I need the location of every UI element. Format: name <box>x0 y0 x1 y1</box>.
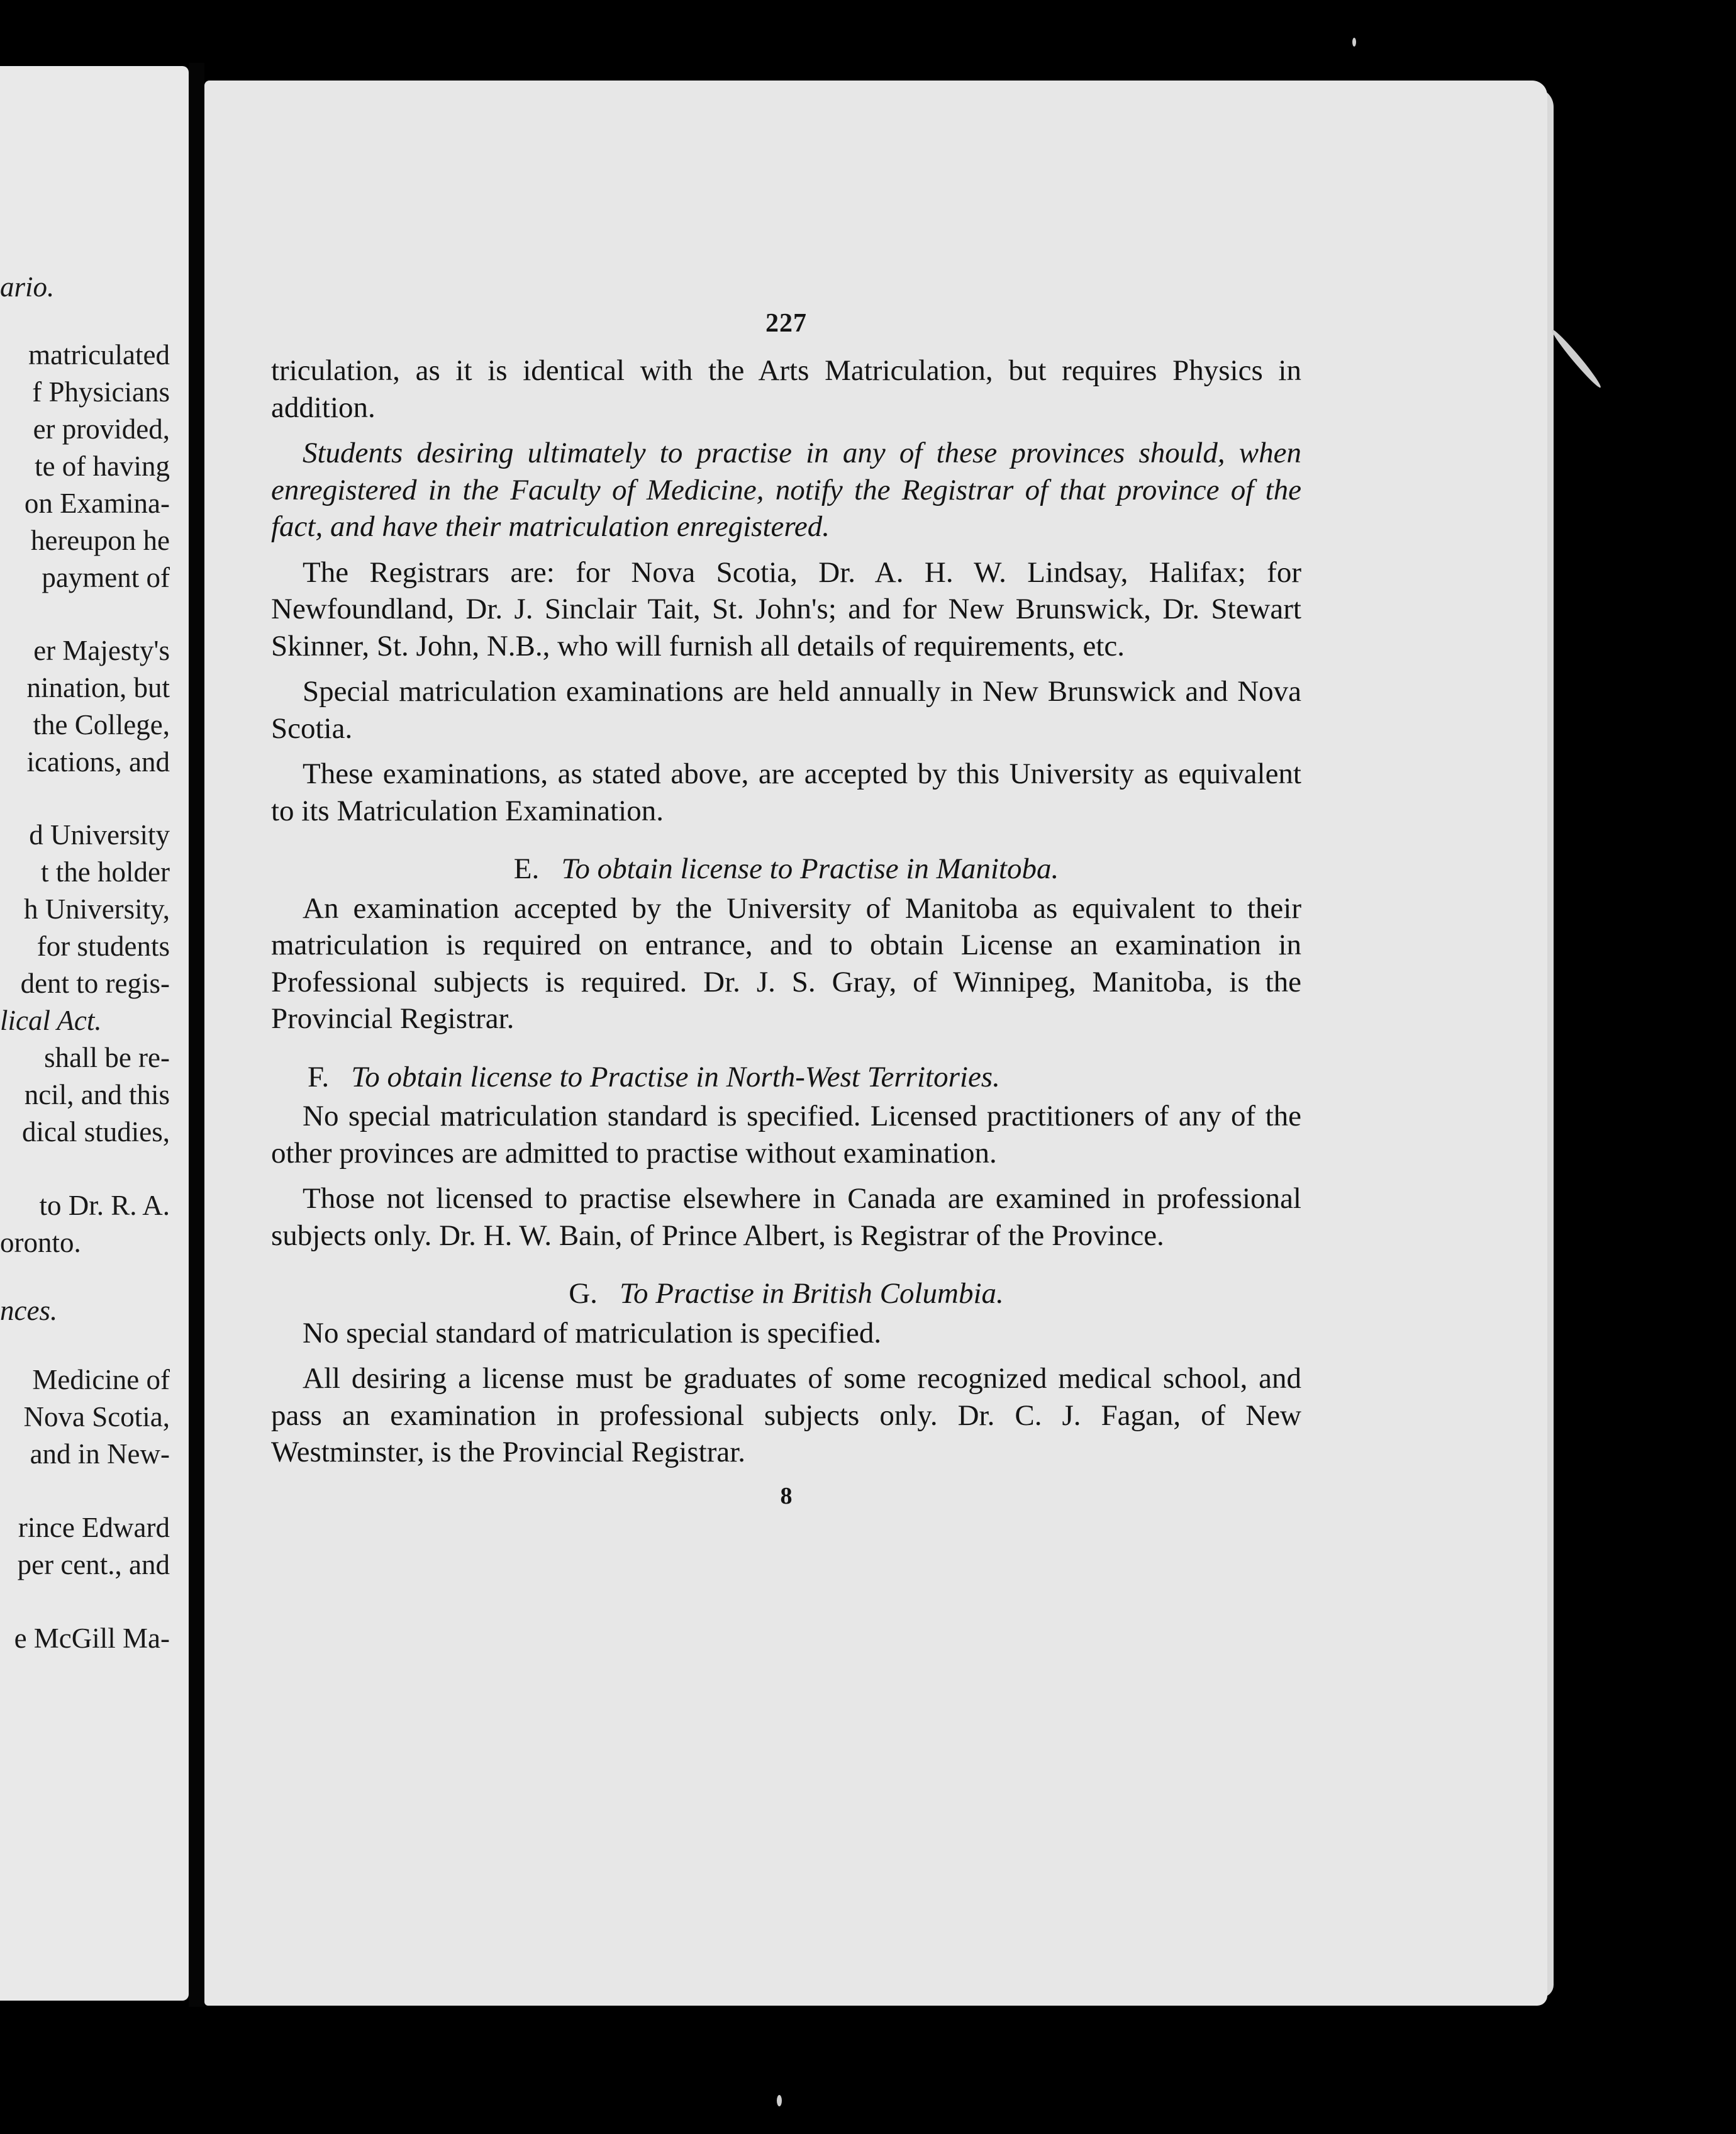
paragraph-students-note: Students desiring ultimately to practise in any of these provinces should, when enregistered in the Faculty of Medicine, notify the Registrar of that province of the fact, and have their matriculation enregistered. <box>271 437 1301 543</box>
previous-page-text-fragment: dical studies, <box>22 1116 170 1148</box>
previous-page-text-fragment: dent to regis- <box>20 968 170 999</box>
previous-page-text-fragment: ario. <box>0 271 55 303</box>
previous-page-text-fragment: on Examina- <box>24 488 170 519</box>
paragraph-north-west-licensed: No special matriculation standard is specified. Licensed practitioners of any of the other provinces are admitted to practise without examination. <box>271 1100 1301 1170</box>
previous-page-text-fragment: e McGill Ma- <box>14 1623 170 1654</box>
previous-page-text-fragment: Medicine of <box>32 1364 170 1395</box>
section-letter-f: F. <box>308 1060 330 1093</box>
page-number: 227 <box>765 309 807 338</box>
previous-page-text-fragment: f Physicians <box>32 376 170 408</box>
previous-page-text-fragment: lical Act. <box>0 1005 102 1036</box>
previous-page-text-fragment: h University, <box>23 893 170 925</box>
book-page <box>204 81 1547 2006</box>
previous-page-text-fragment: nces. <box>0 1295 58 1326</box>
section-heading-british-columbia <box>271 1275 1301 1312</box>
previous-page-text-fragment: ications, and <box>26 746 170 778</box>
previous-page-text-fragment: Nova Scotia, <box>23 1401 170 1433</box>
paragraph-matriculation: triculation, as it is identical with the Arts Matriculation, but requires Physics in addition. <box>271 354 1301 424</box>
previous-page-text-fragment: to Dr. R. A. <box>39 1190 170 1221</box>
section-heading-north-west <box>271 1059 1301 1096</box>
previous-page-text-fragment: hereupon he <box>30 525 170 556</box>
previous-page-text-fragment: ncil, and this <box>24 1079 170 1110</box>
paragraph-bc-license: All desiring a license must be graduates of some recognized medical school, and pass an examination in professional subjects only. Dr. C. J. Fagan, of New Westminster, is the Provincial Registrar. <box>271 1362 1301 1468</box>
previous-page-text-fragment: er Majesty's <box>33 635 170 666</box>
book-gutter <box>189 63 204 2007</box>
previous-page-fragment <box>0 66 189 2001</box>
previous-page-text-fragment: for students <box>36 930 170 962</box>
previous-page-text-fragment: te of having <box>35 450 170 482</box>
previous-page-text-fragment: t the holder <box>41 856 170 888</box>
page-content <box>271 308 1301 1510</box>
paragraph-equivalence: These examinations, as stated above, are accepted by this University as equivalent to its Matriculation Examination. <box>271 757 1301 827</box>
previous-page-text-fragment: matriculated <box>28 339 170 371</box>
previous-page-text-fragment: er provided, <box>33 413 170 445</box>
previous-page-text-fragment: shall be re- <box>44 1042 170 1073</box>
scan-speck <box>1549 327 1603 390</box>
previous-page-text-fragment: per cent., and <box>17 1549 170 1580</box>
paragraph-special-exams: Special matriculation examinations are held annually in New Brunswick and Nova Scotia. <box>271 675 1301 745</box>
section-heading-manitoba <box>271 851 1301 888</box>
previous-page-text-fragment: the College, <box>33 709 170 740</box>
paragraph-manitoba: An examination accepted by the University of Manitoba as equivalent to their matriculation is required on entrance, and to obtain License an examination in Professional subjects is required. Dr. J. S. Gray, of Winnipeg, Manitoba, is the Provincial Registrar. <box>271 891 1301 1035</box>
previous-page-text-fragment: and in New- <box>30 1438 170 1470</box>
section-title-manitoba: To obtain license to Practise in Manitoba. <box>561 852 1059 885</box>
section-letter-g: G. <box>569 1277 598 1310</box>
section-title-north-west: To obtain license to Practise in North-West Territories. <box>351 1060 1000 1093</box>
section-title-british-columbia: To Practise in British Columbia. <box>620 1277 1004 1310</box>
previous-page-text-fragment: d University <box>29 819 170 851</box>
previous-page-text-fragment: payment of <box>42 562 170 593</box>
previous-page-text-fragment: oronto. <box>0 1227 81 1258</box>
signature-mark: 8 <box>780 1482 793 1509</box>
scan-speck <box>1352 38 1356 47</box>
section-letter-e: E. <box>513 852 540 885</box>
paragraph-registrars: The Registrars are: for Nova Scotia, Dr. A. H. W. Lindsay, Halifax; for Newfoundland, Dr. J. Sinclair Tait, St. John's; and for New Brunswick, Dr. Stewart Skinner, St. John, N.B., who will furnish all details of requirements, etc. <box>271 556 1301 662</box>
previous-page-text-fragment: rince Edward <box>18 1512 170 1543</box>
paragraph-bc-standard: No special standard of matriculation is specified. <box>303 1316 882 1349</box>
scan-speck <box>777 2095 782 2106</box>
previous-page-text-fragment: nination, but <box>26 672 170 703</box>
paragraph-north-west-unlicensed: Those not licensed to practise elsewhere in Canada are examined in professional subjects only. Dr. H. W. Bain, of Prince Albert, is Registrar of the Province. <box>271 1182 1301 1252</box>
